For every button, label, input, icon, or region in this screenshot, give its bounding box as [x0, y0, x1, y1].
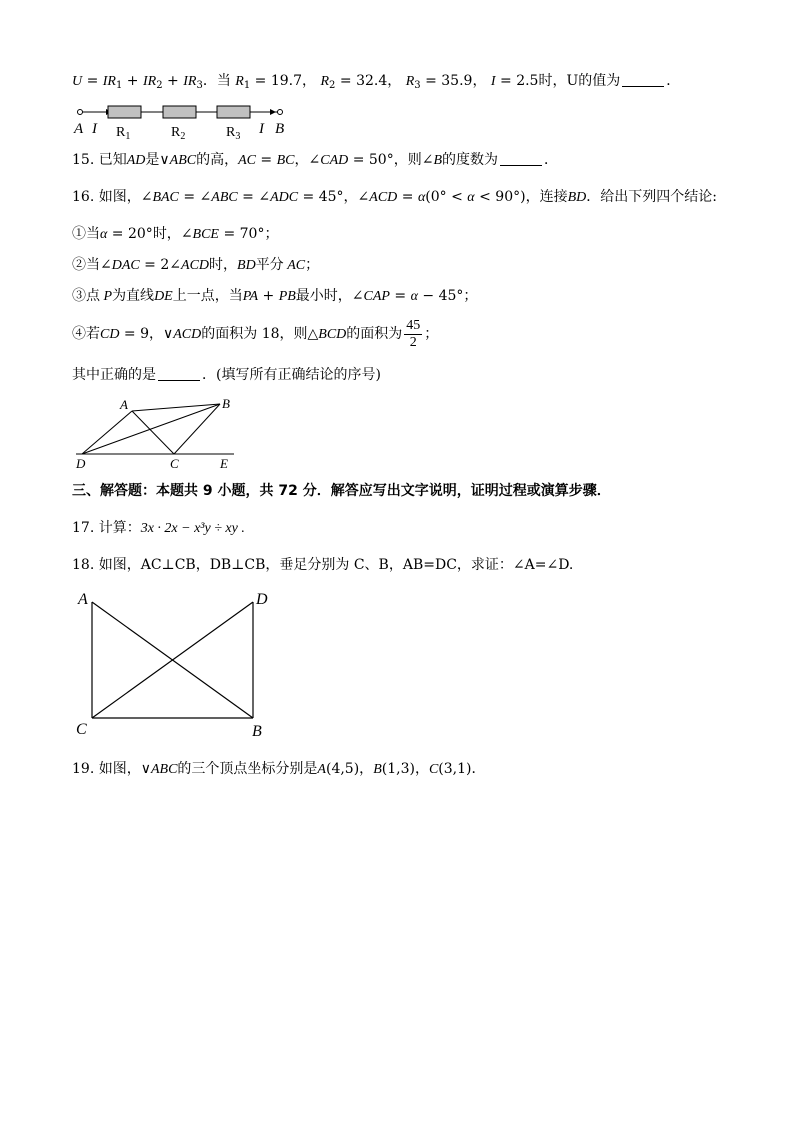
q16-label-c: C — [170, 456, 179, 471]
q16-answer-line: 其中正确的是 ．(填写所有正确结论的序号) — [72, 367, 381, 383]
q18-label-a: A — [78, 591, 88, 608]
q14-r2-value: 32.4 — [356, 73, 388, 89]
q17-number: 17. — [72, 520, 95, 536]
resistor-r2 — [163, 106, 196, 118]
q18-text: 如图，AC⊥CB，DB⊥CB，垂足分别为 C、B，AB=DC，求证：∠A=∠D. — [98, 557, 574, 573]
current-label-right: I — [259, 121, 264, 137]
section-3-heading: 三、解答题：本题共 9 小题，共 72 分．解答应写出文字说明，证明过程或演算步骤． — [72, 483, 611, 499]
q14-formula-line: $U = IR_1 + IR_2 + IR_3$．当 $R_1 = 19.7$， $R_2 = 32.4$， $R_3 = 35.9$， I = 2.5时，U的值为 ． — [72, 73, 681, 91]
q18-label-b: B — [252, 723, 262, 740]
q14-when-text: 当 — [216, 73, 231, 89]
answer-blank — [622, 73, 664, 87]
q14-i-value: 2.5 — [516, 73, 539, 89]
node-b-terminal — [278, 110, 283, 115]
q16-label-b: B — [222, 396, 230, 411]
q19-line: 19. 如图，∨ABC的三个顶点坐标分别是A(4,5)，B(1,3)，C(3,1)． — [72, 761, 486, 777]
resistor-r1 — [108, 106, 141, 118]
resistor-r1-label: $R_1$ — [116, 125, 131, 142]
q15-number: 15. — [72, 152, 95, 168]
q18-number: 18. — [72, 557, 95, 573]
q17-expression: 3x · 2x − x³y ÷ xy . — [140, 521, 245, 536]
current-label-left: I — [92, 121, 97, 137]
q16-intro-line: 16. 如图，∠BAC = ∠ABC = ∠ADC = 45°，∠ACD = α(0° < α < 90°)，连接BD．给出下列四个结论: — [72, 189, 717, 205]
q18-label-c: C — [76, 721, 87, 738]
resistor-r3-label: $R_3$ — [226, 125, 241, 142]
q18-line — [72, 556, 573, 574]
q14-r3-value: 35.9 — [441, 73, 473, 89]
circuit-diagram — [70, 100, 300, 142]
q14-formula: U — [72, 74, 83, 89]
q16-conclusion-3: ③点 P为直线DE上一点，当PA + PB最小时，∠CAP = α − 45°； — [72, 288, 478, 304]
q18-label-d: D — [256, 591, 268, 608]
q19-number: 19. — [72, 761, 95, 777]
q14-tail-text: 时，U的值为 — [538, 73, 621, 89]
q16-label-a: A — [120, 397, 128, 412]
q16-conclusion-2: ②当∠DAC = 2∠ACD时，BD平分 AC； — [72, 257, 320, 273]
resistor-r3 — [217, 106, 250, 118]
resistor-r2-label: $R_2$ — [171, 125, 186, 142]
q14-r1-value: 19.7 — [270, 73, 303, 89]
q16-label-e: E — [220, 456, 228, 471]
answer-blank — [158, 367, 200, 381]
q16-conclusion-4: ④若CD = 9，∨ACD的面积为 18，则△BCD的面积为 $\frac{45}{2}$ ； — [72, 317, 439, 350]
current-arrow-right-icon — [270, 109, 276, 115]
q16-number: 16. — [72, 189, 95, 205]
q15-line: 15. 已知AD是∨ABC的高，AC = BC，∠CAD = 50°，则∠B的度数为 ． — [72, 152, 559, 168]
q16-conclusion-1: ①当α = 20°时，∠BCE = 70°； — [72, 226, 279, 242]
answer-blank — [500, 152, 542, 166]
q15-angle-value: 50° — [368, 152, 394, 168]
q18-figure — [72, 586, 272, 741]
q16-figure — [70, 394, 240, 474]
area-fraction: $\frac{45}{2}$ — [406, 317, 421, 350]
node-a-label: A — [74, 121, 84, 137]
node-b-label: B — [275, 121, 285, 137]
q16-label-d: D — [76, 456, 86, 471]
node-a-terminal — [78, 110, 83, 115]
q17-line: 17. 计算：3x · 2x − x³y ÷ xy . — [72, 520, 245, 536]
